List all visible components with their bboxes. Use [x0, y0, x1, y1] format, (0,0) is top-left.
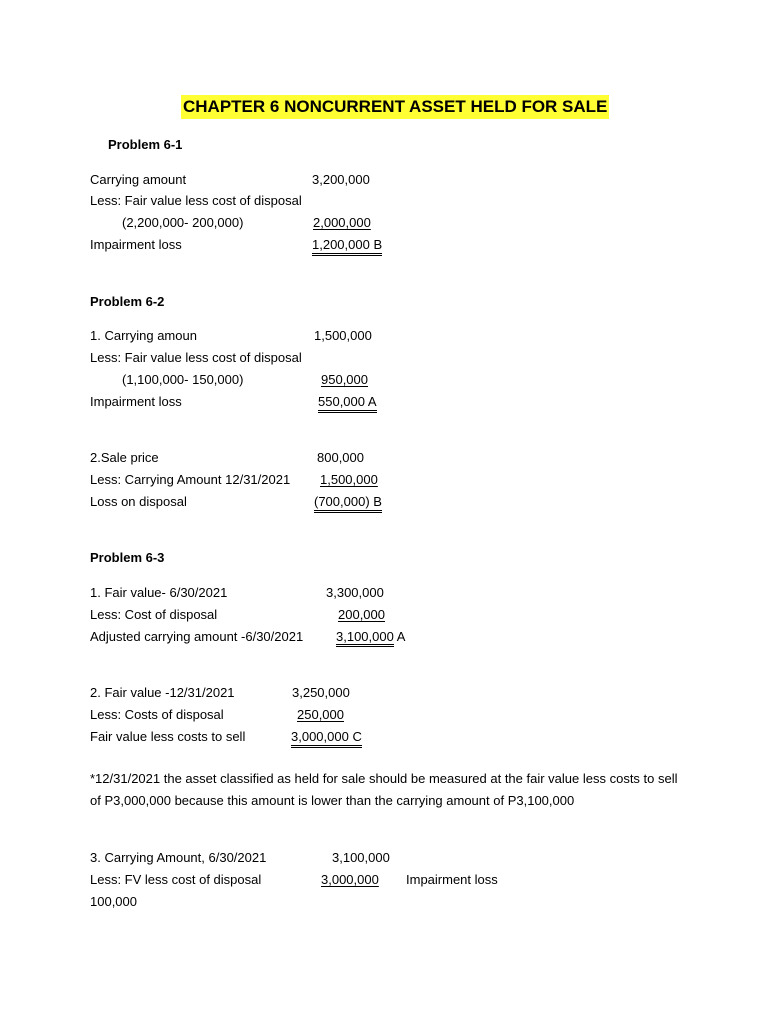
- p61-calc-label: (2,200,000- 200,000): [122, 215, 244, 230]
- p63-adjusted-row: [336, 629, 405, 645]
- p63-fvl-label: Fair value less costs to sell: [90, 729, 246, 744]
- p63-cod1-label: Less: Cost of disposal: [90, 607, 218, 622]
- p62-less-carrying-value: 1,500,000: [320, 472, 378, 487]
- p62-sale-label: 2.Sale price: [90, 450, 159, 465]
- p61-impairment-value: 1,200,000 B: [312, 237, 382, 256]
- p62-impairment-label: Impairment loss: [90, 394, 182, 409]
- p62-less-carrying-label: Less: Carrying Amount 12/31/2021: [90, 472, 291, 487]
- p63-fv2-value: 3,250,000: [292, 685, 350, 700]
- p63-note: *12/31/2021 the asset classified as held for sale should be measured at the fair value less costs to sell of P3,000,000 because this amount is lower than the carrying amount of P3,100,000: [90, 771, 678, 808]
- p63-fv1-label: 1. Fair value- 6/30/2021: [90, 585, 228, 600]
- p62-sale-value: 800,000: [317, 450, 364, 465]
- p62-calc-value: 950,000: [321, 372, 368, 387]
- p61-carrying-value: 3,200,000: [312, 172, 370, 187]
- p62-calc-label: (1,100,000- 150,000): [122, 372, 244, 387]
- p61-carrying-label: Carrying amount: [90, 172, 187, 187]
- p61-calc-value: 2,000,000: [313, 215, 371, 230]
- p62-carrying-label: 1. Carrying amoun: [90, 328, 197, 343]
- p63-fv3-label: Less: FV less cost of disposal: [90, 872, 262, 887]
- p62-less-label: Less: Fair value less cost of disposal: [90, 350, 302, 365]
- p61-impairment-label: Impairment loss: [90, 237, 182, 252]
- p63-adjusted-label: Adjusted carrying amount -6/30/2021: [90, 629, 304, 644]
- p63-fvl-value: 3,000,000 C: [291, 729, 362, 748]
- problem-6-2-heading: Problem 6-2: [90, 294, 165, 309]
- p63-ca3-label: 3. Carrying Amount, 6/30/2021: [90, 850, 267, 865]
- p63-fv1-value: 3,300,000: [326, 585, 384, 600]
- p62-carrying-value: 1,500,000: [314, 328, 372, 343]
- p63-cod2-value: 250,000: [297, 707, 344, 722]
- p63-cod1-value: 200,000: [338, 607, 385, 622]
- p63-cod2-label: Less: Costs of disposal: [90, 707, 224, 722]
- p63-ca3-value: 3,100,000: [332, 850, 390, 865]
- p63-impairment3-value: 100,000: [90, 894, 137, 909]
- p63-impairment3-label: Impairment loss: [406, 872, 498, 887]
- p62-loss-label: Loss on disposal: [90, 494, 187, 509]
- page-title: CHAPTER 6 NONCURRENT ASSET HELD FOR SALE: [181, 95, 609, 119]
- p63-adjusted-answer: A: [393, 629, 406, 644]
- p61-less-label: Less: Fair value less cost of disposal: [90, 193, 302, 208]
- p62-loss-value: (700,000) B: [314, 494, 382, 513]
- p63-fv2-label: 2. Fair value -12/31/2021: [90, 685, 235, 700]
- problem-6-3-heading: Problem 6-3: [90, 550, 165, 565]
- problem-6-1-heading: Problem 6-1: [108, 137, 183, 152]
- p63-fv3-value: 3,000,000: [321, 872, 379, 887]
- p62-impairment-value: 550,000 A: [318, 394, 377, 413]
- p63-adjusted-value: 3,100,000: [336, 629, 394, 647]
